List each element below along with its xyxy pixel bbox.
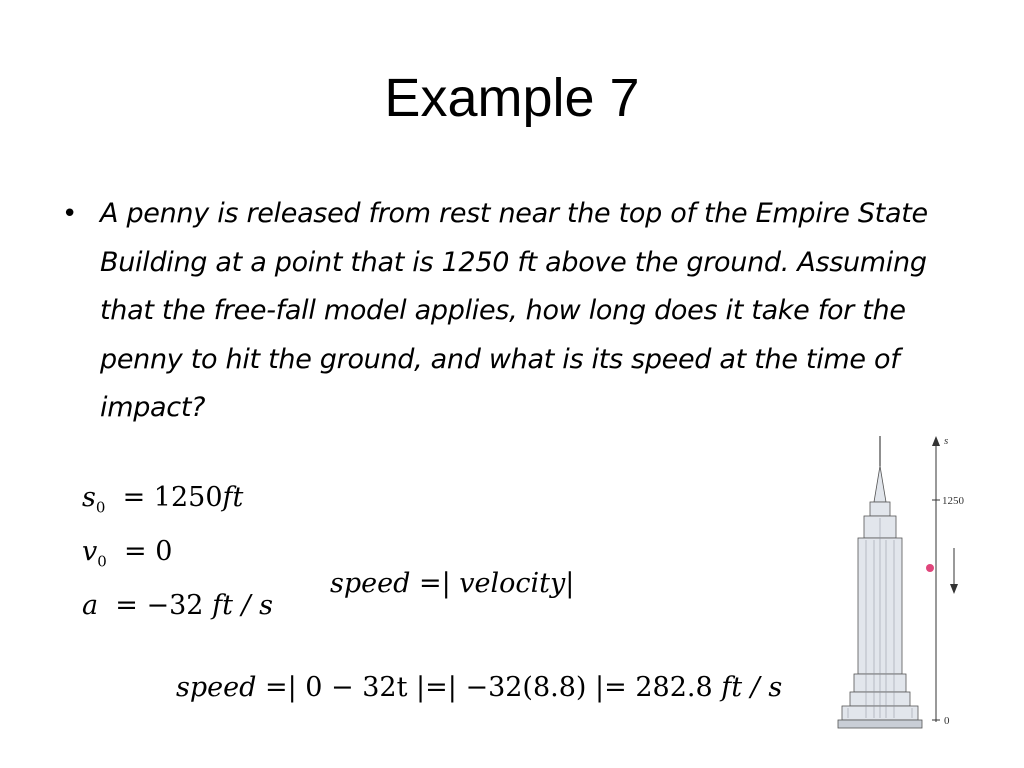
empire-state-building-figure	[808, 422, 992, 742]
tick-label-1250: 1250	[942, 495, 964, 507]
equation-speed-calculation: speed =| 0 − 32t |=| −32(8.8) |= 282.8 ft / s	[176, 672, 783, 703]
s-axis-label: s	[944, 435, 949, 447]
penny-dot	[926, 564, 934, 572]
fall-arrow-icon	[950, 584, 958, 594]
bullet-point	[62, 190, 982, 433]
tick-label-0: 0	[944, 715, 950, 727]
equation-acceleration: a = −32 ft / s	[82, 590, 274, 621]
slide-title: Example 7	[384, 68, 640, 128]
bullet-icon: •	[62, 199, 78, 229]
equation-speed-definition: speed =| velocity|	[330, 568, 575, 599]
equation-s0: $s_0 = 1250ft$	[82, 482, 244, 517]
s-axis-arrowhead	[932, 436, 940, 446]
bullet-text: A penny is released from rest near the top of the Empire State Building at a point that is 1250 ft above the ground. Assuming that the free-fall model applies, how long does it take for the penny to hit the ground, and what is its speed at the time of impact?	[100, 198, 928, 423]
equation-v0: $v_0 = 0$	[82, 536, 173, 571]
